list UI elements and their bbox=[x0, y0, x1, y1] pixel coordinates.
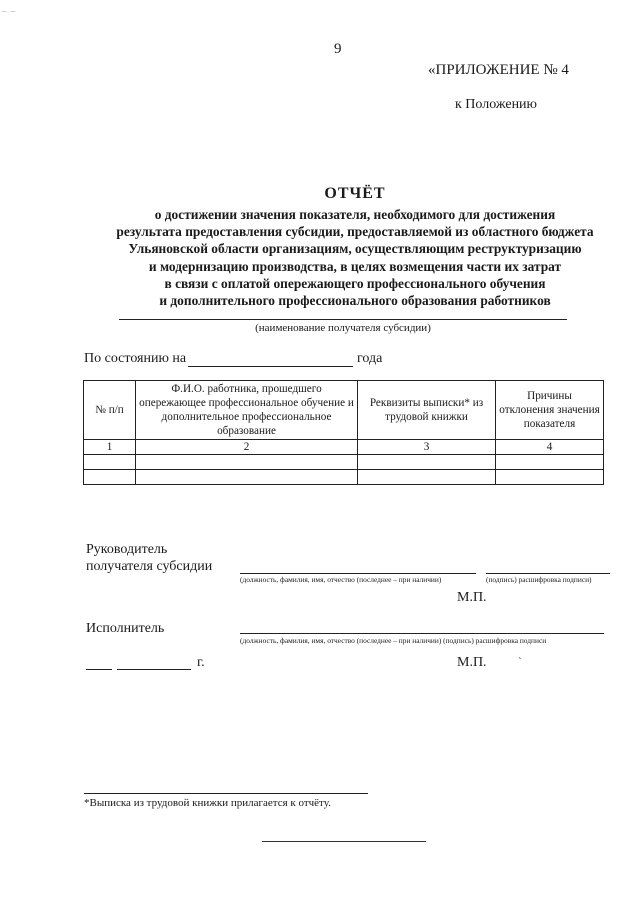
date-month-blank[interactable] bbox=[117, 669, 191, 670]
head-signature-blank[interactable] bbox=[486, 573, 610, 574]
as-of-year-label: года bbox=[357, 351, 383, 366]
column-number: 4 bbox=[496, 440, 604, 455]
closing-rule bbox=[262, 841, 426, 842]
column-header-number: № п/п bbox=[84, 381, 136, 440]
footnote: *Выписка из трудовой книжки прилагается к отчёту. bbox=[84, 797, 331, 809]
title-line: и дополнительного профессионального образования работников bbox=[159, 293, 551, 309]
head-caption-left: (должность, фамилия, имя, отчество (последнее – при наличии) bbox=[240, 575, 442, 584]
column-number: 3 bbox=[358, 440, 496, 455]
recipient-name-blank[interactable] bbox=[119, 319, 567, 320]
footnote-separator bbox=[84, 793, 368, 794]
executor-signature-blank[interactable] bbox=[240, 633, 604, 634]
title-line: в связи с оплатой опережающего профессионального обучения bbox=[164, 275, 546, 291]
report-table bbox=[83, 380, 604, 485]
title-line: и модернизацию производства, в целях возмещения части их затрат bbox=[148, 258, 562, 274]
report-title: ОТЧЁТ bbox=[324, 185, 386, 202]
title-line: Ульяновской области организациям, осуществляющим реструктуризацию bbox=[128, 241, 582, 257]
table-cell[interactable] bbox=[496, 455, 604, 470]
recipient-caption: (наименование получателя субсидии) bbox=[255, 322, 431, 334]
scan-speck: ˋ bbox=[518, 656, 522, 668]
date-year-suffix: г. bbox=[197, 655, 205, 670]
report-title-block bbox=[60, 185, 640, 309]
as-of-date-blank[interactable] bbox=[188, 366, 353, 367]
table-cell[interactable] bbox=[84, 470, 136, 485]
stamp-placeholder: М.П. bbox=[457, 590, 487, 605]
head-caption-right: (подпись) расшифровка подписи) bbox=[486, 575, 592, 584]
column-header-extract: Реквизиты выписки* из трудовой книжки bbox=[358, 381, 496, 440]
table-cell[interactable] bbox=[136, 455, 358, 470]
appendix-heading: «ПРИЛОЖЕНИЕ № 4 bbox=[428, 62, 569, 78]
column-number: 1 bbox=[84, 440, 136, 455]
table-cell[interactable] bbox=[84, 455, 136, 470]
head-label-recipient: получателя субсидии bbox=[86, 559, 213, 574]
head-label: Руководитель bbox=[86, 542, 168, 557]
column-header-employee: Ф.И.О. работника, прошедшего опережающее профессиональное обучение и дополнительное профессиональное образование bbox=[136, 381, 358, 440]
regulation-reference: к Положению bbox=[455, 97, 538, 112]
executor-label: Исполнитель bbox=[86, 621, 165, 636]
table-cell[interactable] bbox=[358, 470, 496, 485]
stamp-placeholder-executor: М.П. bbox=[457, 655, 487, 670]
page-number: 9 bbox=[334, 41, 342, 57]
date-day-blank[interactable] bbox=[86, 669, 112, 670]
table-header-row bbox=[84, 381, 604, 440]
table-row bbox=[84, 455, 604, 470]
column-number: 2 bbox=[136, 440, 358, 455]
column-number-row bbox=[84, 440, 604, 455]
head-position-name-blank[interactable] bbox=[240, 573, 476, 574]
table-row bbox=[84, 470, 604, 485]
table-cell[interactable] bbox=[496, 470, 604, 485]
table-cell[interactable] bbox=[358, 455, 496, 470]
scan-artifact-mark: ‒ ‒ bbox=[2, 6, 17, 16]
as-of-label: По состоянию на bbox=[84, 351, 187, 366]
title-line: о достижении значения показателя, необходимого для достижения bbox=[154, 207, 556, 222]
title-line: результата предоставления субсидии, предоставляемой из областного бюджета bbox=[116, 224, 594, 240]
executor-caption: (должность, фамилия, имя, отчество (последнее – при наличии) (подпись) расшифровка подписи bbox=[240, 636, 547, 645]
table-cell[interactable] bbox=[136, 470, 358, 485]
column-header-reasons: Причины отклонения значения показателя bbox=[496, 381, 604, 440]
